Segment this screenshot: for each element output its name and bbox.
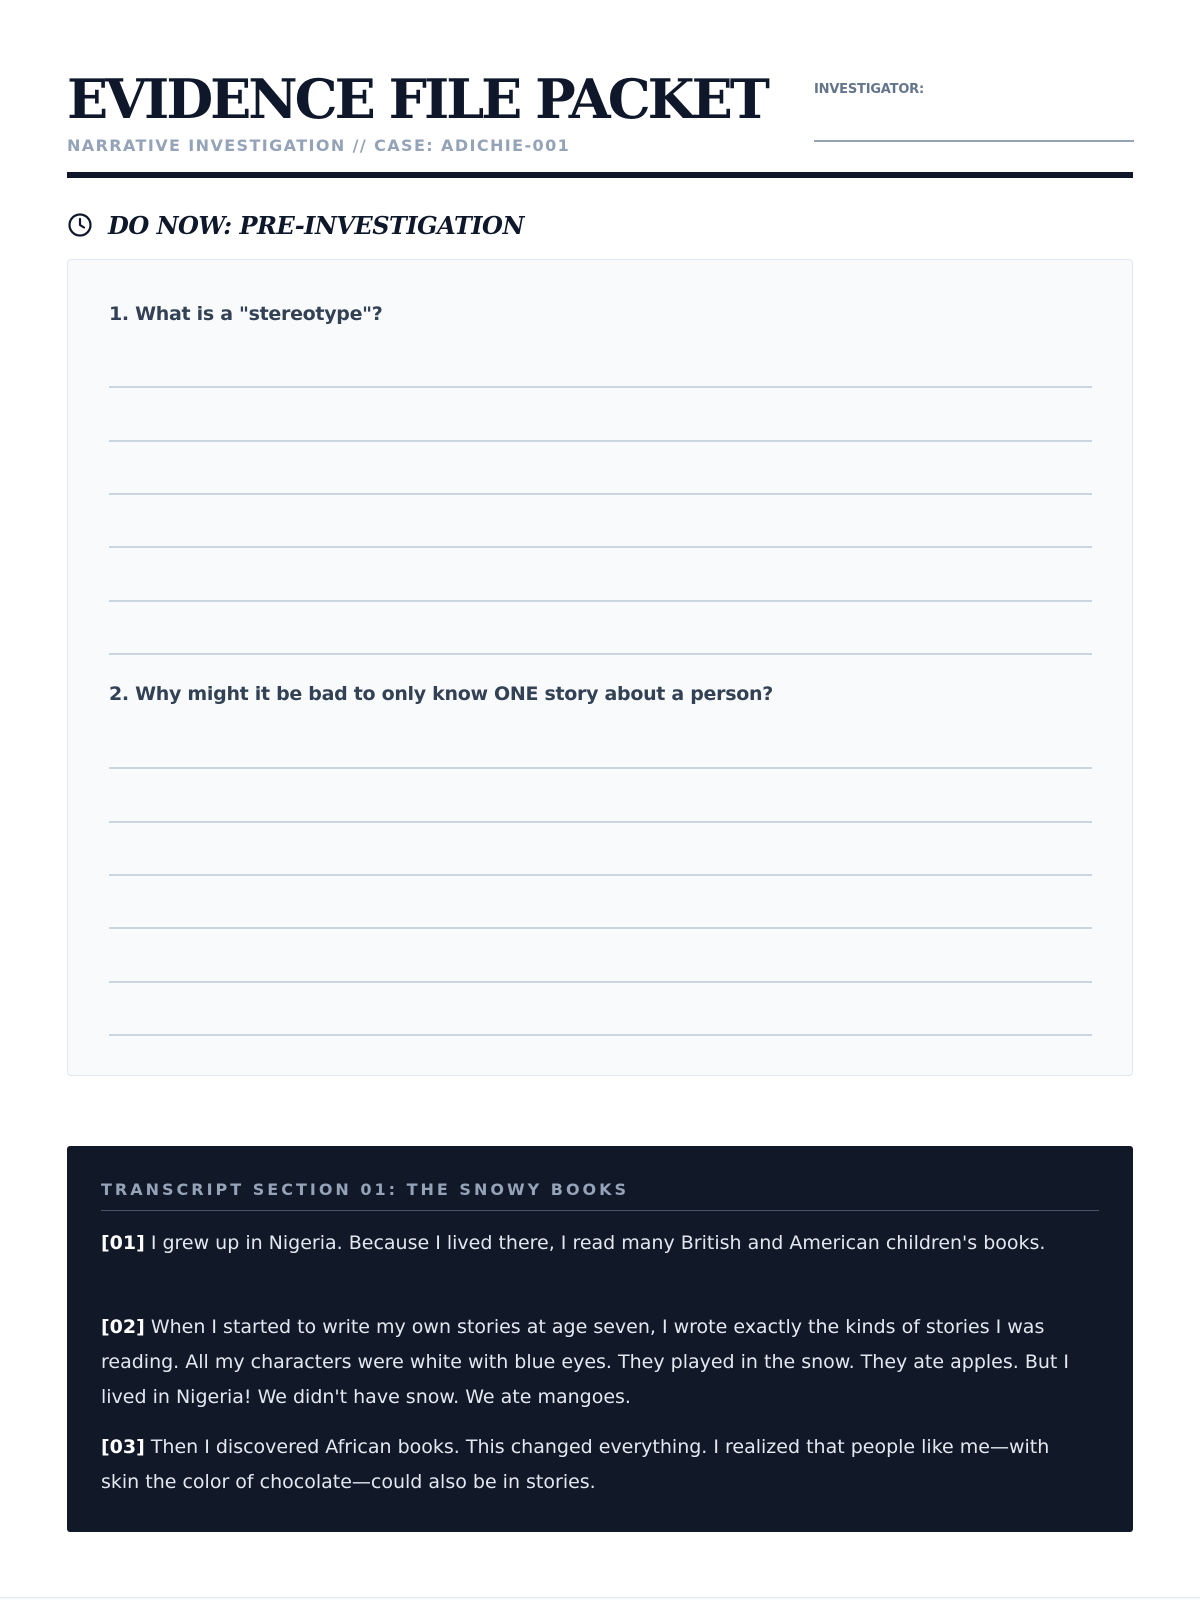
question-2: 2. Why might it be bad to only know ONE story about a person? [109, 683, 773, 705]
answer-line[interactable] [109, 546, 1092, 548]
paragraph-number: [02] [101, 1316, 145, 1338]
answer-line[interactable] [109, 767, 1092, 769]
paragraph-text: When I started to write my own stories at age seven, I wrote exactly the kinds of stories I was reading. All my characters were white with blue eyes. They played in the snow. They ate apples. But I lived in Nigeria! We didn't have snow. We ate mangoes. [101, 1316, 1069, 1408]
do-now-panel [67, 259, 1133, 1076]
answer-line[interactable] [109, 440, 1092, 442]
page-subtitle: NARRATIVE INVESTIGATION // CASE: ADICHIE-001 [67, 136, 571, 155]
paragraph-text: Then I discovered African books. This changed everything. I realized that people like me—with skin the color of chocolate—could also be in stories. [101, 1436, 1050, 1493]
question-1: 1. What is a "stereotype"? [109, 303, 383, 325]
do-now-title: DO NOW: PRE-INVESTIGATION [108, 210, 524, 240]
investigator-write-line[interactable] [814, 140, 1134, 142]
page-title: EVIDENCE FILE PACKET [67, 67, 767, 131]
paragraph-text: I grew up in Nigeria. Because I lived there, I read many British and American children's books. [150, 1232, 1046, 1254]
answer-line[interactable] [109, 493, 1092, 495]
page-edge [0, 1597, 1200, 1598]
transcript-box [67, 1146, 1133, 1532]
transcript-divider [101, 1210, 1099, 1211]
answer-line[interactable] [109, 927, 1092, 929]
paragraph-number: [01] [101, 1232, 145, 1254]
investigator-label: INVESTIGATOR: [814, 82, 924, 97]
clock-icon [67, 212, 93, 238]
transcript-paragraph-3 [101, 1430, 1091, 1500]
transcript-paragraph-1 [101, 1226, 1091, 1261]
answer-line[interactable] [109, 386, 1092, 388]
header-divider [67, 172, 1133, 178]
do-now-heading [67, 208, 524, 242]
answer-line[interactable] [109, 1034, 1092, 1036]
page-header [67, 62, 1133, 178]
answer-line[interactable] [109, 874, 1092, 876]
answer-line[interactable] [109, 981, 1092, 983]
answer-line[interactable] [109, 653, 1092, 655]
transcript-paragraph-2 [101, 1310, 1091, 1415]
transcript-title: TRANSCRIPT SECTION 01: THE SNOWY BOOKS [101, 1180, 630, 1199]
answer-line[interactable] [109, 600, 1092, 602]
answer-line[interactable] [109, 821, 1092, 823]
paragraph-number: [03] [101, 1436, 145, 1458]
investigator-field[interactable] [814, 82, 1134, 98]
